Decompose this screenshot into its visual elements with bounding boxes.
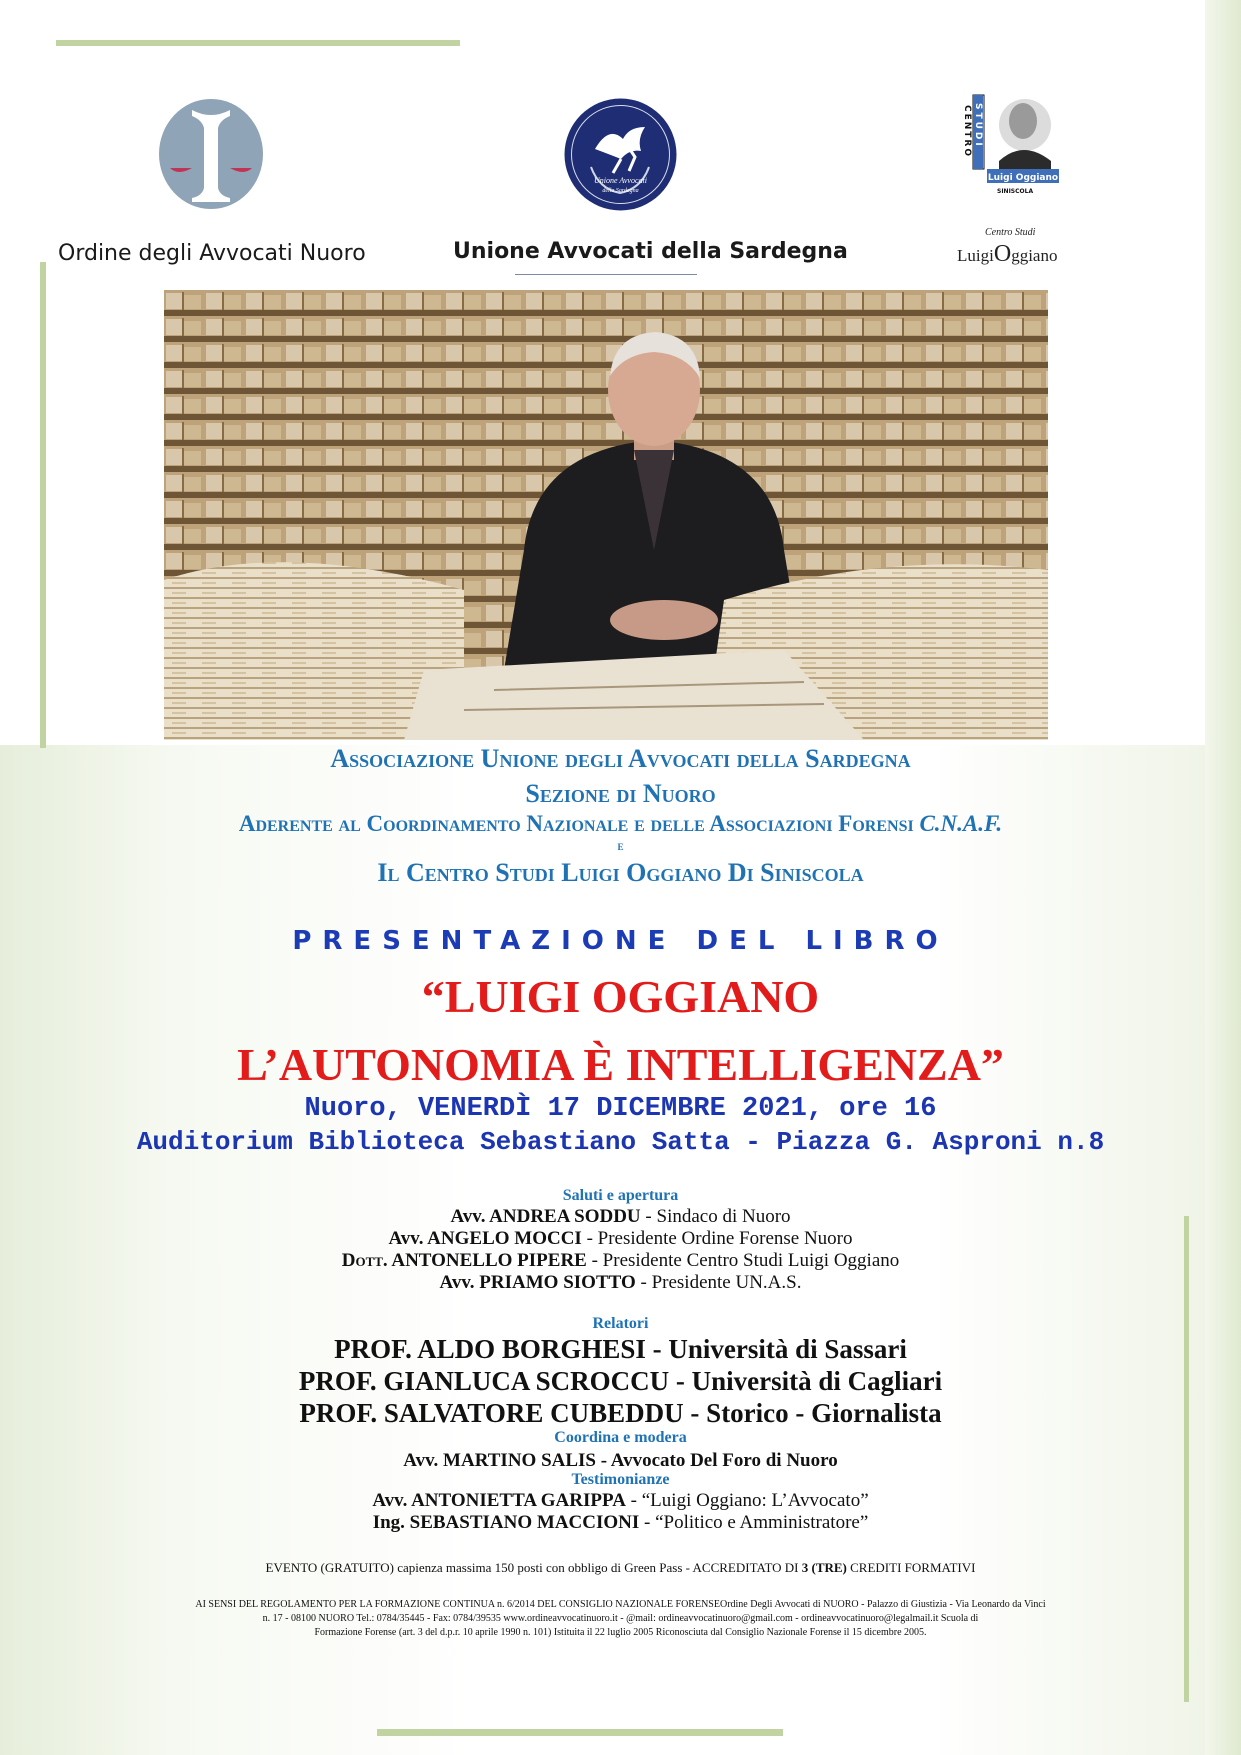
speaker-item: PROF. SALVATORE CUBEDDU - Storico - Giornalista [299, 1398, 942, 1428]
greeting-role: - Presidente Centro Studi Luigi Oggiano [586, 1250, 900, 1271]
moderator-label: Coordina e modera [554, 1429, 687, 1446]
testimony-item [0, 1512, 1241, 1534]
greeting-role: - Presidente Ordine Forense Nuoro [581, 1228, 853, 1249]
greeting-item [0, 1228, 1241, 1250]
organizer-association: Associazione Unione degli Avvocati della Sardegna [330, 744, 911, 773]
testimonies-label: Testimonianze [571, 1471, 670, 1488]
svg-text:Unione Avvocati: Unione Avvocati [594, 176, 647, 185]
event-venue: Auditorium Biblioteca Sebastiano Satta - Piazza G. Asproni n.8 [136, 1127, 1105, 1157]
legal-footer-line-2: n. 17 - 08100 NUORO Tel.: 0784/35445 - Fax: 0784/39535 www.ordineavvocatinuoro.it - @mail: ordineavvocatinuoro@gmail.com - ordineavvocatinuoro@legalmail.it Scuola di [262, 1613, 979, 1624]
event-credits-suffix: CREDITI FORMATIVI [846, 1560, 976, 1575]
book-title-line-2: L’AUTONOMIA È INTELLIGENZA” [237, 1039, 1004, 1090]
greeting-role: - Presidente UN.A.S. [635, 1272, 802, 1293]
greeting-name: Avv. PRIAMO SIOTTO [439, 1272, 636, 1293]
centro-studi-caption [957, 227, 1058, 268]
centro-studi-logo [963, 91, 1065, 203]
centro-studi-caption-small: Centro Studi [985, 227, 1036, 238]
organizer-conjunction: e [617, 838, 624, 853]
event-date: Nuoro, VENERDÌ 17 DICEMBRE 2021, ore 16 [304, 1094, 937, 1124]
left-rule [40, 262, 46, 748]
greeting-name: Avv. ANGELO MOCCI [388, 1228, 582, 1249]
organizer-membership-text: Aderente al Coordinamento Nazionale e delle Associazioni Forensi [238, 811, 920, 836]
book-title-line-1: “LUIGI OGGIANO [421, 971, 820, 1022]
speakers-label: Relatori [592, 1315, 649, 1332]
greeting-name: Dott. ANTONELLO PIPERE [341, 1250, 587, 1271]
bottom-rule [377, 1729, 783, 1736]
organizer-centro-studi: Il Centro Studi Luigi Oggiano Di Siniscola [377, 858, 864, 887]
svg-text:Luigi Oggiano: Luigi Oggiano [987, 173, 1059, 183]
ordine-caption: Ordine degli Avvocati Nuoro [58, 241, 366, 266]
greeting-role: - Sindaco di Nuoro [640, 1206, 791, 1227]
centro-caption-part-2: O [993, 241, 1012, 267]
legal-footer-line-1: AI SENSI DEL REGOLAMENTO PER LA FORMAZIONE CONTINUA n. 6/2014 DEL CONSIGLIO NAZIONALE FORENSEOrdine Degli Avvocati di NUORO - Palazzo di Giustizia - Via Leonardo da Vinci [195, 1599, 1046, 1610]
svg-text:STUDI: STUDI [973, 103, 983, 149]
testimony-role: - “Luigi Oggiano: L’Avvocato” [625, 1490, 869, 1511]
greetings-label: Saluti e apertura [562, 1187, 679, 1204]
unione-caption-underline [515, 274, 697, 275]
speaker-item: PROF. ALDO BORGHESI - Università di Sassari [334, 1334, 907, 1364]
legal-footer-line-3: Formazione Forense (art. 3 del d.p.r. 10 aprile 1990 n. 101) Istituita il 22 luglio 2005 Riconosciuta dal Consiglio Nazionale Forense il 15 dicembre 2005. [314, 1627, 927, 1638]
svg-text:CENTRO: CENTRO [963, 105, 972, 159]
ordine-logo [158, 98, 264, 210]
testimony-name: Avv. ANTONIETTA GARIPPA [372, 1490, 626, 1511]
luigi-oggiano-photo [164, 290, 1048, 740]
centro-caption-part-1: Luigi [957, 246, 994, 265]
svg-text:della Sardegna: della Sardegna [602, 188, 639, 194]
presentation-heading: PRESENTAZIONE DEL LIBRO [292, 926, 949, 956]
event-credits-text: EVENTO (GRATUITO) capienza massima 150 posti con obbligo di Green Pass - ACCREDITATO DI [265, 1560, 802, 1575]
greeting-name: Avv. ANDREA SODDU [450, 1206, 641, 1227]
organizer-membership-cnaf: C.N.A.F. [919, 811, 1003, 836]
event-credits-note [0, 1560, 1241, 1576]
event-credits-count: 3 (TRE) [801, 1560, 847, 1575]
top-rule [56, 40, 460, 46]
testimony-item [0, 1490, 1241, 1512]
moderator-text: Avv. MARTINO SALIS - Avvocato Del Foro di Nuoro [403, 1450, 838, 1471]
svg-text:SINISCOLA: SINISCOLA [997, 188, 1034, 195]
organizer-section: Sezione di Nuoro [525, 779, 716, 808]
speaker-item: PROF. GIANLUCA SCROCCU - Università di Cagliari [298, 1366, 943, 1396]
greeting-item [0, 1206, 1241, 1228]
unione-logo [563, 97, 678, 212]
greeting-item [0, 1272, 1241, 1294]
centro-caption-part-3: ggiano [1011, 246, 1058, 265]
organizer-membership [0, 811, 1241, 837]
unione-caption: Unione Avvocati della Sardegna [453, 239, 848, 264]
testimony-name: Ing. SEBASTIANO MACCIONI [372, 1512, 640, 1533]
greeting-item [0, 1250, 1241, 1272]
testimony-role: - “Politico e Amministratore” [639, 1512, 869, 1533]
